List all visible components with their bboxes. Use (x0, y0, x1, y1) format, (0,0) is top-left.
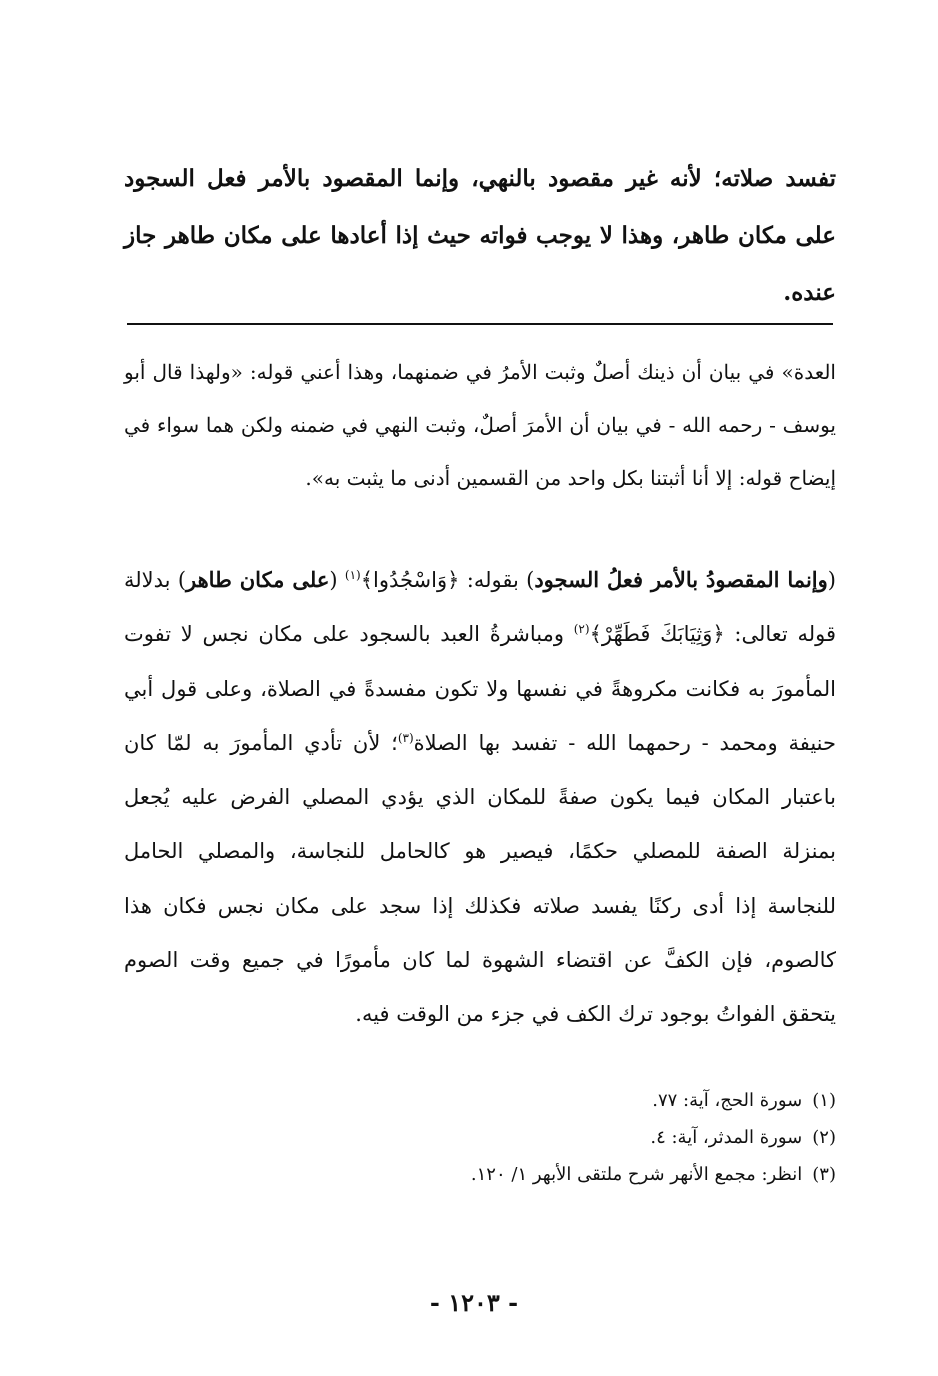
main-bold-phrase-1: وإنما المقصودُ بالأمر فعلُ السجود (534, 567, 828, 592)
footnote-number: (٢) (812, 1127, 836, 1148)
main-text-2: ( (329, 568, 345, 592)
main-bold-phrase-2: على مكان طاهر (186, 567, 330, 592)
section-divider (127, 323, 833, 325)
footnote-number: (٣) (812, 1164, 836, 1185)
footnote-text: انظر: مجمع الأنهر شرح ملتقى الأبهر ١/ ١٢٠. (470, 1164, 803, 1185)
top-paragraph: تفسد صلاته؛ لأنه غير مقصود بالنهي، وإنما المقصود بالأمر فعل السجود على مكان طاهر، وهذا لا يوجب فواته حيث إذا أعادها على مكان طاهر جاز عنده. (124, 165, 836, 306)
footnote-item (336, 1119, 836, 1156)
footnote-item (336, 1082, 836, 1119)
footnote-item (336, 1156, 836, 1193)
main-text-1: ) بقوله: ﴿وَاسْجُدُوا﴾ (360, 568, 535, 592)
footnote-ref-3: (٣) (397, 730, 414, 745)
footnote-text: سورة الحج، آية: ٧٧. (652, 1090, 803, 1111)
main-text-3: ) بدلالة قوله تعالى: ﴿وَثِيَابَكَ فَطَهِّرْ﴾ (124, 568, 836, 647)
quote-paragraph: العدة» في بيان أن ذينك أصلٌ وثبت الأمرُ في ضمنهما، وهذا أعني قوله: «ولهذا قال أبو يوسف - رحمه الله - في بيان أن الأمرَ أصلٌ، وثبت النهي في ضمنه ولكن هما سواء في إيضاح قوله: إلا أنا أثبتنا بكل واحد من القسمين أدنى ما يثبت به». (124, 360, 836, 490)
main-paragraph (124, 553, 836, 1042)
open-paren: ( (827, 568, 836, 592)
footnote-text: سورة المدثر، آية: ٤. (650, 1127, 803, 1148)
page-number: - ١٢٠٣ - (429, 1288, 519, 1317)
main-text-4: ومباشرةُ العبد بالسجود على مكان نجس لا تفوت المأمورَ به فكانت مكروهةً في نفسها ولا تكون مفسدةً في الصلاة، وعلى قول أبي حنيفة ومحمد - رحمهما الله - تفسد بها الصلاة (124, 622, 836, 755)
footnote-ref-2: (٢) (573, 622, 590, 637)
main-text-5: ؛ لأن تأدي المأمورَ به لمّا كان باعتبار المكان فيما يكون صفةً للمكان الذي يؤدي المصلي الفرض عليه يُجعل بمنزلة الصفة للمصلي حكمًا، فيصير هو كالحامل للنجاسة، والمصلي الحامل للنجاسة إذا أدى ركنًا يفسد صلاته فكذلك إذا سجد على مكان نجس فكان هذا كالصوم، فإن الكفَّ عن اقتضاء الشهوة لما كان مأمورًا في جميع وقت الصوم يتحقق الفواتُ بوجود ترك الكف في جزء من الوقت فيه. (124, 730, 836, 1027)
footnote-number: (١) (812, 1090, 836, 1111)
footnotes (336, 1082, 836, 1193)
footnote-ref-1: (١) (344, 568, 361, 582)
